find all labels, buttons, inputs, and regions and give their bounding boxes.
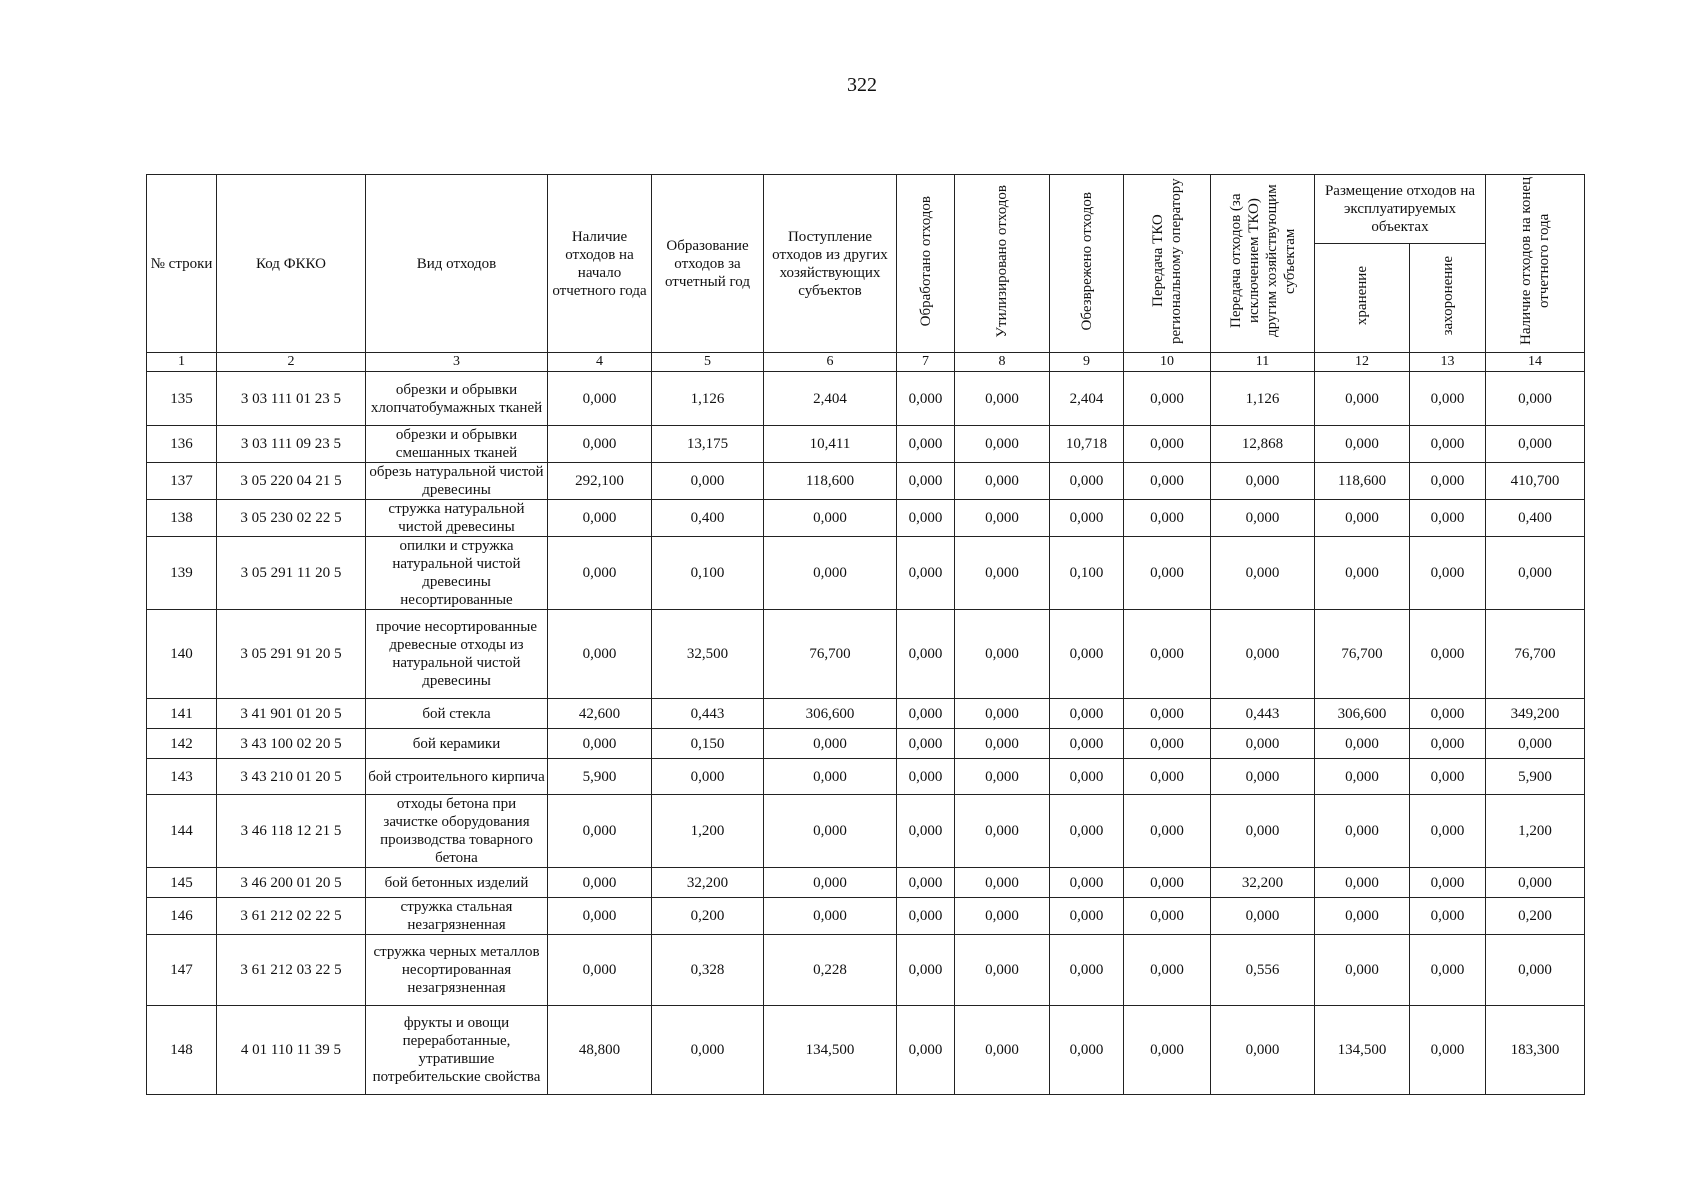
- cell-end-balance: 0,000: [1486, 372, 1585, 426]
- header-fkko-code: Код ФККО: [217, 175, 366, 353]
- cell-generated: 13,175: [652, 426, 764, 463]
- column-number-row: [147, 353, 1585, 372]
- cell-end-balance: 0,000: [1486, 935, 1585, 1006]
- cell-neutralized: 0,000: [1050, 610, 1124, 699]
- header-generated: Образование отходов за отчетный год: [652, 175, 764, 353]
- cell-end-balance: 0,000: [1486, 729, 1585, 759]
- cell-burial: 0,000: [1410, 759, 1486, 795]
- cell-waste-type: стружка черных металлов несортированная незагрязненная: [366, 935, 548, 1006]
- cell-row-number: 146: [147, 898, 217, 935]
- cell-utilized: 0,000: [955, 868, 1050, 898]
- cell-generated: 0,100: [652, 537, 764, 610]
- table-row: [147, 729, 1585, 759]
- header-received: Поступление отходов из других хозяйствующих субъектов: [764, 175, 897, 353]
- cell-neutralized: 0,000: [1050, 1006, 1124, 1095]
- cell-start-balance: 292,100: [548, 463, 652, 500]
- column-number: 13: [1410, 353, 1486, 372]
- cell-waste-type: обрезки и обрывки смешанных тканей: [366, 426, 548, 463]
- cell-storage: 0,000: [1315, 426, 1410, 463]
- cell-processed: 0,000: [897, 610, 955, 699]
- cell-generated: 0,150: [652, 729, 764, 759]
- cell-fkko-code: 3 41 901 01 20 5: [217, 699, 366, 729]
- header-row: [147, 175, 1585, 244]
- cell-utilized: 0,000: [955, 1006, 1050, 1095]
- header-neutralized-label: Обезврежено отходов: [1078, 191, 1095, 331]
- cell-waste-type: опилки и стружка натуральной чистой древесины несортированные: [366, 537, 548, 610]
- cell-generated: 32,500: [652, 610, 764, 699]
- cell-burial: 0,000: [1410, 500, 1486, 537]
- cell-row-number: 148: [147, 1006, 217, 1095]
- cell-storage: 118,600: [1315, 463, 1410, 500]
- header-burial: [1410, 244, 1486, 353]
- cell-neutralized: 0,000: [1050, 463, 1124, 500]
- cell-storage: 0,000: [1315, 795, 1410, 868]
- cell-start-balance: 0,000: [548, 537, 652, 610]
- cell-neutralized: 0,000: [1050, 868, 1124, 898]
- cell-start-balance: 0,000: [548, 795, 652, 868]
- cell-burial: 0,000: [1410, 372, 1486, 426]
- cell-fkko-code: 3 43 100 02 20 5: [217, 729, 366, 759]
- cell-generated: 0,443: [652, 699, 764, 729]
- table-row: [147, 1006, 1585, 1095]
- table-row: [147, 699, 1585, 729]
- cell-waste-type: бой стекла: [366, 699, 548, 729]
- cell-start-balance: 0,000: [548, 729, 652, 759]
- cell-utilized: 0,000: [955, 898, 1050, 935]
- cell-start-balance: 42,600: [548, 699, 652, 729]
- header-storage: [1315, 244, 1410, 353]
- header-tko-transfer: [1124, 175, 1211, 353]
- cell-generated: 0,200: [652, 898, 764, 935]
- cell-utilized: 0,000: [955, 759, 1050, 795]
- cell-neutralized: 0,000: [1050, 699, 1124, 729]
- cell-burial: 0,000: [1410, 795, 1486, 868]
- cell-tko-transfer: 0,000: [1124, 537, 1211, 610]
- cell-processed: 0,000: [897, 759, 955, 795]
- cell-other-transfer: 0,000: [1211, 1006, 1315, 1095]
- cell-tko-transfer: 0,000: [1124, 935, 1211, 1006]
- cell-other-transfer: 0,000: [1211, 729, 1315, 759]
- cell-processed: 0,000: [897, 699, 955, 729]
- cell-other-transfer: 1,126: [1211, 372, 1315, 426]
- header-other-transfer-label: Передача отходов (за исключением ТКО) другим хозяйствующим субъектам: [1227, 184, 1298, 338]
- cell-burial: 0,000: [1410, 868, 1486, 898]
- cell-start-balance: 0,000: [548, 898, 652, 935]
- cell-fkko-code: 3 05 291 91 20 5: [217, 610, 366, 699]
- cell-received: 0,000: [764, 729, 897, 759]
- cell-generated: 0,000: [652, 759, 764, 795]
- cell-received: 0,000: [764, 537, 897, 610]
- column-number: 7: [897, 353, 955, 372]
- column-number: 14: [1486, 353, 1585, 372]
- cell-utilized: 0,000: [955, 426, 1050, 463]
- header-end-balance: [1486, 175, 1585, 353]
- page-number: 322: [847, 74, 877, 96]
- cell-start-balance: 0,000: [548, 610, 652, 699]
- cell-row-number: 145: [147, 868, 217, 898]
- cell-row-number: 142: [147, 729, 217, 759]
- cell-tko-transfer: 0,000: [1124, 898, 1211, 935]
- cell-storage: 0,000: [1315, 935, 1410, 1006]
- cell-end-balance: 0,000: [1486, 426, 1585, 463]
- cell-row-number: 138: [147, 500, 217, 537]
- cell-burial: 0,000: [1410, 729, 1486, 759]
- header-utilized: [955, 175, 1050, 353]
- cell-generated: 1,126: [652, 372, 764, 426]
- cell-storage: 134,500: [1315, 1006, 1410, 1095]
- cell-utilized: 0,000: [955, 699, 1050, 729]
- cell-row-number: 144: [147, 795, 217, 868]
- cell-waste-type: стружка натуральной чистой древесины: [366, 500, 548, 537]
- table-row: [147, 500, 1585, 537]
- cell-tko-transfer: 0,000: [1124, 1006, 1211, 1095]
- cell-received: 0,000: [764, 500, 897, 537]
- cell-row-number: 141: [147, 699, 217, 729]
- cell-neutralized: 0,000: [1050, 729, 1124, 759]
- header-neutralized: [1050, 175, 1124, 353]
- cell-received: 76,700: [764, 610, 897, 699]
- cell-row-number: 143: [147, 759, 217, 795]
- cell-received: 306,600: [764, 699, 897, 729]
- cell-neutralized: 0,000: [1050, 935, 1124, 1006]
- table-body: [147, 372, 1585, 1095]
- cell-fkko-code: 3 03 111 01 23 5: [217, 372, 366, 426]
- cell-processed: 0,000: [897, 537, 955, 610]
- cell-received: 0,000: [764, 759, 897, 795]
- cell-row-number: 140: [147, 610, 217, 699]
- cell-processed: 0,000: [897, 729, 955, 759]
- cell-end-balance: 76,700: [1486, 610, 1585, 699]
- cell-burial: 0,000: [1410, 426, 1486, 463]
- cell-storage: 0,000: [1315, 500, 1410, 537]
- cell-row-number: 139: [147, 537, 217, 610]
- cell-end-balance: 0,000: [1486, 868, 1585, 898]
- header-row-number: № строки: [147, 175, 217, 353]
- cell-generated: 0,000: [652, 463, 764, 500]
- cell-fkko-code: 3 05 220 04 21 5: [217, 463, 366, 500]
- cell-utilized: 0,000: [955, 500, 1050, 537]
- header-processed: [897, 175, 955, 353]
- cell-other-transfer: 0,556: [1211, 935, 1315, 1006]
- header-end-balance-label: Наличие отходов на конец отчетного года: [1518, 176, 1552, 346]
- cell-processed: 0,000: [897, 935, 955, 1006]
- cell-utilized: 0,000: [955, 610, 1050, 699]
- header-burial-label: захоронение: [1439, 255, 1456, 336]
- cell-fkko-code: 3 05 230 02 22 5: [217, 500, 366, 537]
- cell-fkko-code: 3 46 118 12 21 5: [217, 795, 366, 868]
- cell-neutralized: 2,404: [1050, 372, 1124, 426]
- cell-waste-type: стружка стальная незагрязненная: [366, 898, 548, 935]
- cell-other-transfer: 0,000: [1211, 500, 1315, 537]
- cell-end-balance: 410,700: [1486, 463, 1585, 500]
- table-row: [147, 537, 1585, 610]
- cell-waste-type: бой строительного кирпича: [366, 759, 548, 795]
- cell-fkko-code: 3 46 200 01 20 5: [217, 868, 366, 898]
- cell-generated: 1,200: [652, 795, 764, 868]
- cell-burial: 0,000: [1410, 610, 1486, 699]
- cell-other-transfer: 0,000: [1211, 795, 1315, 868]
- cell-start-balance: 0,000: [548, 868, 652, 898]
- cell-received: 10,411: [764, 426, 897, 463]
- cell-other-transfer: 0,000: [1211, 898, 1315, 935]
- cell-row-number: 135: [147, 372, 217, 426]
- cell-end-balance: 183,300: [1486, 1006, 1585, 1095]
- cell-received: 0,000: [764, 898, 897, 935]
- cell-neutralized: 0,100: [1050, 537, 1124, 610]
- cell-processed: 0,000: [897, 426, 955, 463]
- cell-other-transfer: 32,200: [1211, 868, 1315, 898]
- cell-received: 134,500: [764, 1006, 897, 1095]
- cell-start-balance: 0,000: [548, 372, 652, 426]
- cell-burial: 0,000: [1410, 537, 1486, 610]
- cell-burial: 0,000: [1410, 935, 1486, 1006]
- cell-processed: 0,000: [897, 1006, 955, 1095]
- column-number: 2: [217, 353, 366, 372]
- table-row: [147, 759, 1585, 795]
- column-number: 5: [652, 353, 764, 372]
- cell-storage: 0,000: [1315, 898, 1410, 935]
- cell-received: 0,000: [764, 868, 897, 898]
- cell-burial: 0,000: [1410, 463, 1486, 500]
- cell-end-balance: 5,900: [1486, 759, 1585, 795]
- cell-processed: 0,000: [897, 795, 955, 868]
- cell-other-transfer: 0,000: [1211, 463, 1315, 500]
- cell-processed: 0,000: [897, 463, 955, 500]
- cell-tko-transfer: 0,000: [1124, 729, 1211, 759]
- cell-storage: 76,700: [1315, 610, 1410, 699]
- header-tko-transfer-label: Передача ТКО региональному оператору: [1150, 178, 1184, 344]
- cell-start-balance: 0,000: [548, 500, 652, 537]
- cell-fkko-code: 3 03 111 09 23 5: [217, 426, 366, 463]
- cell-other-transfer: 12,868: [1211, 426, 1315, 463]
- header-processed-label: Обработано отходов: [917, 195, 934, 327]
- cell-tko-transfer: 0,000: [1124, 426, 1211, 463]
- cell-utilized: 0,000: [955, 372, 1050, 426]
- cell-storage: 0,000: [1315, 759, 1410, 795]
- cell-neutralized: 0,000: [1050, 759, 1124, 795]
- column-number: 4: [548, 353, 652, 372]
- column-number: 1: [147, 353, 217, 372]
- cell-other-transfer: 0,000: [1211, 610, 1315, 699]
- cell-generated: 0,000: [652, 1006, 764, 1095]
- table-row: [147, 935, 1585, 1006]
- column-number: 9: [1050, 353, 1124, 372]
- header-other-transfer: [1211, 175, 1315, 353]
- cell-processed: 0,000: [897, 868, 955, 898]
- cell-processed: 0,000: [897, 500, 955, 537]
- cell-row-number: 147: [147, 935, 217, 1006]
- cell-other-transfer: 0,000: [1211, 759, 1315, 795]
- cell-fkko-code: 3 61 212 03 22 5: [217, 935, 366, 1006]
- cell-fkko-code: 3 05 291 11 20 5: [217, 537, 366, 610]
- cell-other-transfer: 0,443: [1211, 699, 1315, 729]
- cell-start-balance: 0,000: [548, 426, 652, 463]
- cell-row-number: 136: [147, 426, 217, 463]
- cell-burial: 0,000: [1410, 1006, 1486, 1095]
- column-number: 12: [1315, 353, 1410, 372]
- header-storage-label: хранение: [1354, 265, 1370, 326]
- cell-burial: 0,000: [1410, 898, 1486, 935]
- column-number: 6: [764, 353, 897, 372]
- cell-neutralized: 10,718: [1050, 426, 1124, 463]
- cell-end-balance: 0,200: [1486, 898, 1585, 935]
- cell-burial: 0,000: [1410, 699, 1486, 729]
- cell-utilized: 0,000: [955, 537, 1050, 610]
- cell-neutralized: 0,000: [1050, 795, 1124, 868]
- cell-received: 0,000: [764, 795, 897, 868]
- cell-received: 2,404: [764, 372, 897, 426]
- cell-storage: 0,000: [1315, 537, 1410, 610]
- table-row: [147, 898, 1585, 935]
- cell-end-balance: 1,200: [1486, 795, 1585, 868]
- cell-waste-type: прочие несортированные древесные отходы из натуральной чистой древесины: [366, 610, 548, 699]
- cell-end-balance: 0,000: [1486, 537, 1585, 610]
- cell-tko-transfer: 0,000: [1124, 610, 1211, 699]
- cell-start-balance: 48,800: [548, 1006, 652, 1095]
- cell-fkko-code: 4 01 110 11 39 5: [217, 1006, 366, 1095]
- cell-processed: 0,000: [897, 898, 955, 935]
- cell-tko-transfer: 0,000: [1124, 372, 1211, 426]
- cell-storage: 0,000: [1315, 729, 1410, 759]
- cell-tko-transfer: 0,000: [1124, 699, 1211, 729]
- cell-tko-transfer: 0,000: [1124, 500, 1211, 537]
- cell-fkko-code: 3 61 212 02 22 5: [217, 898, 366, 935]
- cell-end-balance: 0,400: [1486, 500, 1585, 537]
- cell-other-transfer: 0,000: [1211, 537, 1315, 610]
- cell-utilized: 0,000: [955, 795, 1050, 868]
- cell-tko-transfer: 0,000: [1124, 868, 1211, 898]
- cell-waste-type: бой бетонных изделий: [366, 868, 548, 898]
- cell-tko-transfer: 0,000: [1124, 759, 1211, 795]
- cell-fkko-code: 3 43 210 01 20 5: [217, 759, 366, 795]
- cell-waste-type: обрезки и обрывки хлопчатобумажных тканей: [366, 372, 548, 426]
- cell-waste-type: фрукты и овощи переработанные, утратившие потребительские свойства: [366, 1006, 548, 1095]
- table-row: [147, 426, 1585, 463]
- cell-generated: 0,400: [652, 500, 764, 537]
- table-row: [147, 372, 1585, 426]
- column-number: 3: [366, 353, 548, 372]
- cell-utilized: 0,000: [955, 935, 1050, 1006]
- cell-waste-type: отходы бетона при зачистке оборудования производства товарного бетона: [366, 795, 548, 868]
- cell-generated: 0,328: [652, 935, 764, 1006]
- table-row: [147, 795, 1585, 868]
- table-row: [147, 463, 1585, 500]
- header-utilized-label: Утилизировано отходов: [994, 184, 1010, 338]
- cell-start-balance: 5,900: [548, 759, 652, 795]
- cell-tko-transfer: 0,000: [1124, 795, 1211, 868]
- cell-waste-type: бой керамики: [366, 729, 548, 759]
- column-number: 10: [1124, 353, 1211, 372]
- cell-storage: 306,600: [1315, 699, 1410, 729]
- cell-received: 0,228: [764, 935, 897, 1006]
- header-start-balance: Наличие отходов на начало отчетного года: [548, 175, 652, 353]
- cell-storage: 0,000: [1315, 372, 1410, 426]
- cell-tko-transfer: 0,000: [1124, 463, 1211, 500]
- column-number: 11: [1211, 353, 1315, 372]
- cell-storage: 0,000: [1315, 868, 1410, 898]
- cell-received: 118,600: [764, 463, 897, 500]
- cell-end-balance: 349,200: [1486, 699, 1585, 729]
- waste-report-table: [146, 174, 1585, 1095]
- cell-waste-type: обрезь натуральной чистой древесины: [366, 463, 548, 500]
- cell-generated: 32,200: [652, 868, 764, 898]
- cell-processed: 0,000: [897, 372, 955, 426]
- header-waste-type: Вид отходов: [366, 175, 548, 353]
- column-number: 8: [955, 353, 1050, 372]
- header-placement: Размещение отходов на эксплуатируемых объектах: [1315, 175, 1486, 244]
- table-row: [147, 610, 1585, 699]
- cell-row-number: 137: [147, 463, 217, 500]
- table-row: [147, 868, 1585, 898]
- cell-utilized: 0,000: [955, 729, 1050, 759]
- cell-utilized: 0,000: [955, 463, 1050, 500]
- cell-neutralized: 0,000: [1050, 500, 1124, 537]
- cell-start-balance: 0,000: [548, 935, 652, 1006]
- cell-neutralized: 0,000: [1050, 898, 1124, 935]
